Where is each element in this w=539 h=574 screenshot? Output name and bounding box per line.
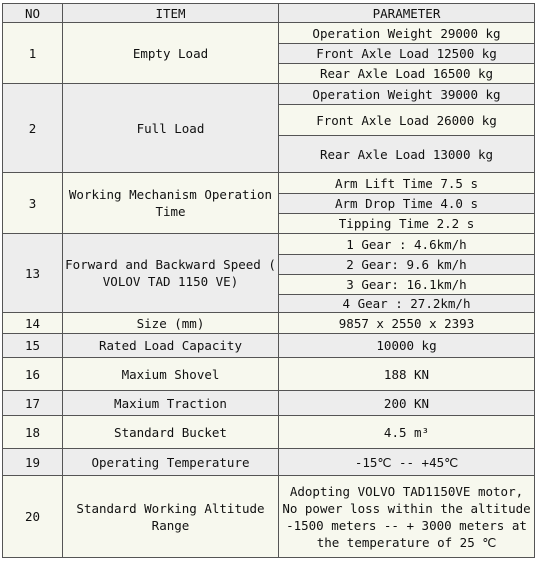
param-cell: Arm Lift Time 7.5 s xyxy=(279,173,535,194)
row-no: 2 xyxy=(3,84,63,173)
row-no: 1 xyxy=(3,23,63,84)
spec-table xyxy=(2,3,535,558)
table-row xyxy=(3,334,535,358)
param-cell: 4 Gear : 27.2km/h xyxy=(279,295,535,313)
table-row xyxy=(3,23,535,44)
table-row xyxy=(3,476,535,558)
row-no: 15 xyxy=(3,334,63,358)
table-row xyxy=(3,416,535,449)
param-cell: Front Axle Load 12500 kg xyxy=(279,44,535,64)
table-row xyxy=(3,313,535,334)
header-row xyxy=(3,4,535,23)
row-no: 14 xyxy=(3,313,63,334)
param-cell: Operation Weight 29000 kg xyxy=(279,23,535,44)
param-cell: Front Axle Load 26000 kg xyxy=(279,105,535,136)
row-item: Forward and Backward Speed ( VOLOV TAD 1150 VE) xyxy=(63,234,279,313)
row-no: 3 xyxy=(3,173,63,234)
row-item: Empty Load xyxy=(63,23,279,84)
row-no: 18 xyxy=(3,416,63,449)
param-cell: 1 Gear : 4.6km/h xyxy=(279,234,535,255)
param-cell: Arm Drop Time 4.0 s xyxy=(279,194,535,214)
row-item: Full Load xyxy=(63,84,279,173)
table-row xyxy=(3,449,535,476)
param-cell: 9857 x 2550 x 2393 xyxy=(279,313,535,334)
param-cell: Adopting VOLVO TAD1150VE motor, No power loss within the altitude -1500 meters -- + 3000 meters at the temperature of 25 ℃ xyxy=(279,476,535,558)
row-item: Rated Load Capacity xyxy=(63,334,279,358)
row-item: Working Mechanism Operation Time xyxy=(63,173,279,234)
param-cell: 2 Gear: 9.6 km/h xyxy=(279,255,535,275)
row-item: Maxium Traction xyxy=(63,391,279,416)
table-row xyxy=(3,234,535,255)
row-no: 16 xyxy=(3,358,63,391)
param-cell: 3 Gear: 16.1km/h xyxy=(279,275,535,295)
param-cell: 10000 kg xyxy=(279,334,535,358)
param-cell: Tipping Time 2.2 s xyxy=(279,214,535,234)
table-row xyxy=(3,173,535,194)
row-no: 20 xyxy=(3,476,63,558)
row-no: 13 xyxy=(3,234,63,313)
row-item: Maxium Shovel xyxy=(63,358,279,391)
row-no: 17 xyxy=(3,391,63,416)
table-row xyxy=(3,391,535,416)
param-cell: 200 KN xyxy=(279,391,535,416)
row-item: Standard Working Altitude Range xyxy=(63,476,279,558)
row-no: 19 xyxy=(3,449,63,476)
param-cell: 188 KN xyxy=(279,358,535,391)
table-row xyxy=(3,84,535,105)
param-cell: Operation Weight 39000 kg xyxy=(279,84,535,105)
param-cell: 4.5 m³ xyxy=(279,416,535,449)
header-no: NO xyxy=(3,4,63,23)
param-cell: Rear Axle Load 16500 kg xyxy=(279,64,535,84)
table-row xyxy=(3,358,535,391)
row-item: Size (mm) xyxy=(63,313,279,334)
row-item: Operating Temperature xyxy=(63,449,279,476)
param-cell: Rear Axle Load 13000 kg xyxy=(279,136,535,173)
row-item: Standard Bucket xyxy=(63,416,279,449)
param-cell: -15℃ -- +45℃ xyxy=(279,449,535,476)
header-parameter: PARAMETER xyxy=(279,4,535,23)
header-item: ITEM xyxy=(63,4,279,23)
